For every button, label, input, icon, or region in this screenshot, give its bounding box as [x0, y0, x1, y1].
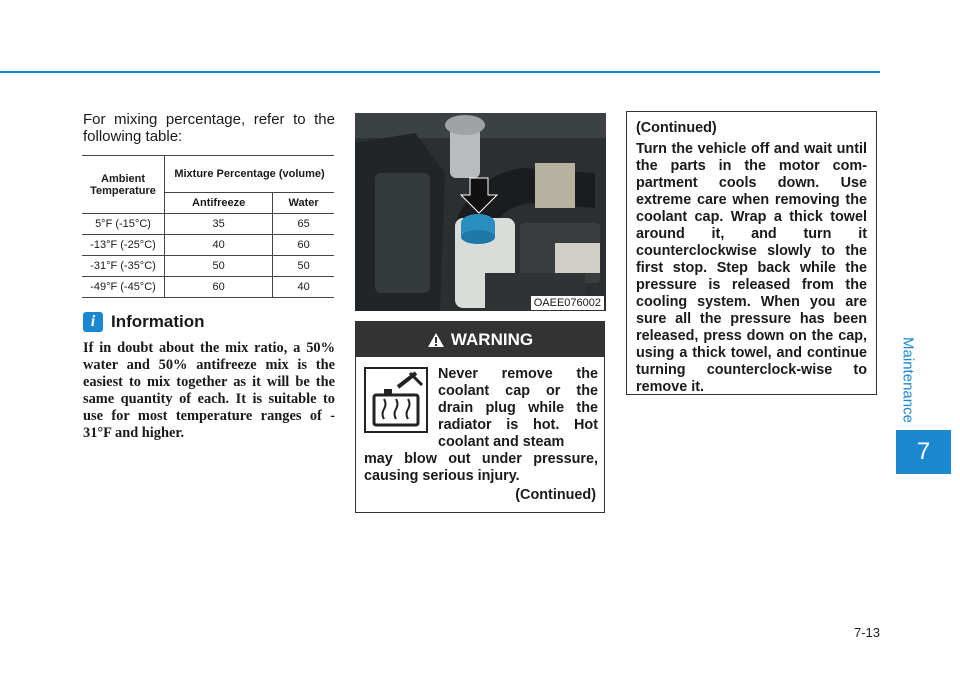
- warning-text-part2: may blow out under pressure, causing serious injury.: [364, 451, 598, 484]
- header-antifreeze: Antifreeze: [165, 193, 273, 214]
- warning-title: WARNING: [450, 329, 534, 349]
- header-water: Water: [273, 193, 334, 214]
- info-icon: i: [83, 312, 103, 332]
- information-title: Information: [111, 312, 205, 331]
- warning-box: [355, 321, 605, 513]
- cell-temp: -49°F (-45°C): [82, 277, 165, 298]
- warning-text-part1: Never remove the coolant cap or the drain plug while the radiator is hot. Hot coolant and steam: [438, 366, 598, 450]
- cell-temp: -13°F (-25°C): [82, 235, 165, 256]
- cell-water: 50: [273, 256, 334, 277]
- cell-antifreeze: 60: [165, 277, 273, 298]
- continued-heading: (Continued): [636, 120, 717, 136]
- header-mixture: Mixture Percentage (volume): [165, 156, 335, 193]
- table-row: [82, 256, 334, 277]
- cell-antifreeze: 50: [165, 256, 273, 277]
- information-heading: [83, 311, 205, 333]
- chapter-tab: 7: [896, 430, 951, 474]
- table-row: [82, 277, 334, 298]
- cell-temp: -31°F (-35°C): [82, 256, 165, 277]
- warning-header: [356, 322, 604, 357]
- cell-water: 65: [273, 214, 334, 235]
- header-ambient: Ambient Temperature: [82, 156, 165, 214]
- cell-temp: 5°F (-15°C): [82, 214, 165, 235]
- table-row: [82, 214, 334, 235]
- continued-body: Turn the vehicle off and wait until the parts in the motor com-partment cools down. Use extreme care when removing the coolant cap. Wrap a thick towel around it, and turn it counterclockwise slowly to the first stop. Step back while the pressure is released from the cooling system. When you are sure all the pressure has been released, press down on the cap, using a thick towel, and continue turning counterclock-wise to remove it.: [636, 141, 867, 395]
- cell-antifreeze: 35: [165, 214, 273, 235]
- hot-coolant-icon: [364, 367, 428, 433]
- page-number: 7-13: [853, 625, 880, 640]
- photo-caption: OAEE076002: [531, 296, 604, 310]
- cell-water: 40: [273, 277, 334, 298]
- mixture-table: [82, 155, 334, 298]
- header-rule: [0, 71, 880, 73]
- engine-coolant-photo-icon: [355, 113, 606, 311]
- information-body: If in doubt about the mix ratio, a 50% water and 50% antifreeze mix is the easiest to mix together as it will be the same quantity of each. It is suitable to use for most temperature ranges of - 31°F and higher.: [83, 340, 335, 441]
- engine-photo: [355, 113, 606, 311]
- continued-box: [626, 111, 877, 395]
- warning-continued: (Continued): [515, 487, 596, 503]
- section-label: Maintenance: [899, 337, 917, 423]
- table-row: [82, 235, 334, 256]
- cell-antifreeze: 40: [165, 235, 273, 256]
- cell-water: 60: [273, 235, 334, 256]
- intro-text: For mixing percentage, refer to the following table:: [83, 111, 335, 145]
- warning-triangle-icon: [427, 332, 445, 348]
